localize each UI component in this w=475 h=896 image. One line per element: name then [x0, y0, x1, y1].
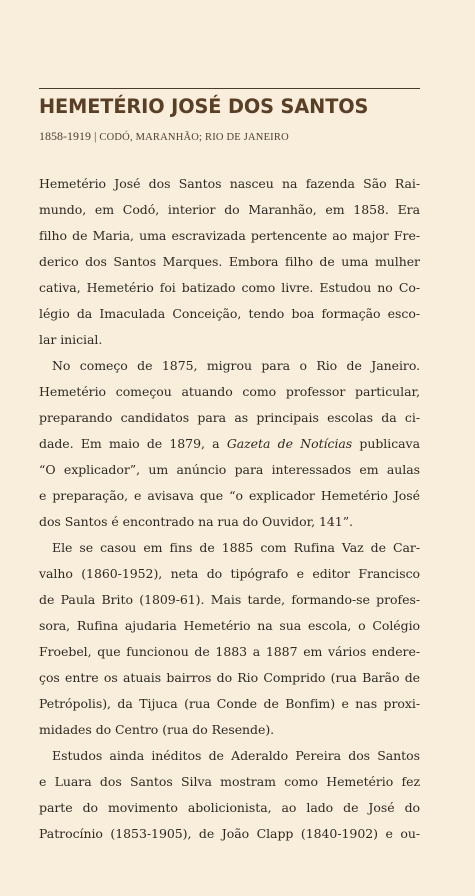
paragraph-1 [39, 171, 420, 353]
text-line: derico dos Santos Marques. Embora filho de uma mulher [39, 254, 420, 269]
text-segment: dade. Em maio de 1879, a [39, 436, 227, 451]
text-line: de Paula Brito (1809-61). Mais tarde, formando-se profes- [39, 592, 420, 607]
text-line: preparando candidatos para as principais escolas da ci- [39, 410, 420, 425]
text-line-with-citation [39, 431, 420, 457]
text-line: valho (1860-1952), neta do tipógrafo e editor Francisco [39, 566, 420, 581]
text-line: “O explicador”, um anúncio para interessados em aulas [39, 462, 420, 477]
text-line: mundo, em Codó, interior do Maranhão, em 1858. Era [39, 202, 420, 217]
text-line: Hemetério José dos Santos nasceu na fazenda São Rai- [39, 176, 420, 191]
text-line: No começo de 1875, migrou para o Rio de Janeiro. [52, 358, 420, 373]
text-line: Patrocínio (1853-1905), de João Clapp (1840-1902) e ou- [39, 826, 420, 841]
entry-meta [39, 128, 420, 146]
text-line: e Luara dos Santos Silva mostram como Hemetério fez [39, 774, 420, 789]
paragraph-3 [39, 535, 420, 743]
text-line: midades do Centro (rua do Resende). [39, 722, 275, 737]
text-line: cativa, Hemetério foi batizado como livre. Estudou no Co- [39, 280, 420, 295]
text-line: ços entre os atuais bairros do Rio Comprido (rua Barão de [39, 670, 420, 685]
article-body [39, 171, 420, 847]
paragraph-2 [39, 353, 420, 535]
entry-places: CODÓ, MARANHÃO; RIO DE JANEIRO [99, 132, 289, 143]
text-line: légio da Imaculada Conceição, tendo boa formação esco- [39, 306, 420, 321]
text-line: filho de Maria, uma escravizada pertencente ao major Fre- [39, 228, 420, 243]
text-line: Froebel, que funcionou de 1883 a 1887 em vários endere- [39, 644, 420, 659]
paragraph-4 [39, 743, 420, 847]
meta-separator: | [91, 129, 100, 143]
text-line: sora, Rufina ajudaria Hemetério na sua escola, o Colégio [39, 618, 420, 633]
text-line: lar inicial. [39, 332, 103, 347]
text-line: dos Santos é encontrado na rua do Ouvidor, 141”. [39, 514, 353, 529]
title-rule [39, 88, 420, 89]
text-line: Hemetério começou atuando como professor particular, [39, 384, 420, 399]
text-line: Estudos ainda inéditos de Aderaldo Pereira dos Santos [52, 748, 420, 763]
text-segment: publicava [352, 436, 420, 451]
newspaper-title: Gazeta de Notícias [226, 436, 353, 451]
text-line: Petrópolis), da Tijuca (rua Conde de Bonfim) e nas proxi- [39, 696, 420, 711]
text-line: e preparação, e avisava que “o explicador Hemetério José [39, 488, 420, 503]
entry-years: 1858-1919 [39, 129, 91, 143]
text-line: parte do movimento abolicionista, ao lado de José do [39, 800, 420, 815]
entry-title: HEMETÉRIO JOSÉ DOS SANTOS [39, 95, 369, 118]
text-line: Ele se casou em fins de 1885 com Rufina Vaz de Car- [52, 540, 420, 555]
